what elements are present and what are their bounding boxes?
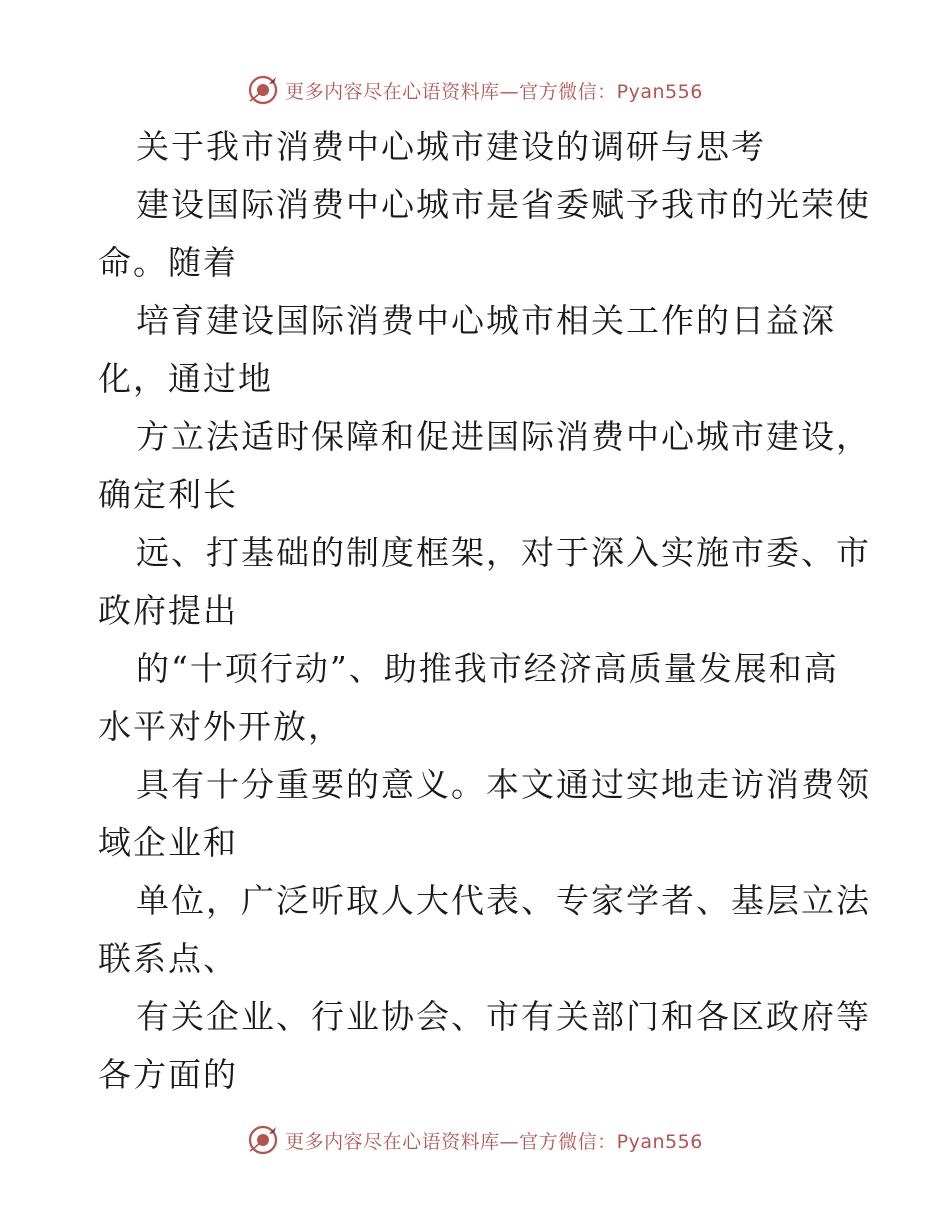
footer-watermark xyxy=(247,1124,703,1156)
text-line: 联系点、 xyxy=(98,939,238,978)
text-line: 政府提出 xyxy=(98,591,238,630)
text-line: 单位，广泛听取人大代表、专家学者、基层立法 xyxy=(136,881,871,920)
text-line: 方立法适时保障和促进国际消费中心城市建设， xyxy=(136,417,871,456)
text-line: 命。随着 xyxy=(98,243,238,282)
text-line: 化，通过地 xyxy=(98,359,273,398)
text-line: 远、打基础的制度框架，对于深入实施市委、市 xyxy=(136,533,871,572)
watermark-text: 更多内容尽在心语资料库—官方微信：Pyan556 xyxy=(285,80,703,103)
text-line: 培育建设国际消费中心城市相关工作的日益深 xyxy=(136,301,836,340)
header-watermark-banner xyxy=(0,70,950,110)
text-line: 的“十项行动”、助推我市经济高质量发展和高 xyxy=(136,649,839,688)
text-line: 建设国际消费中心城市是省委赋予我市的光荣使 xyxy=(136,185,871,224)
footer-watermark-banner xyxy=(0,1120,950,1160)
header-watermark xyxy=(247,74,703,106)
document-title: 关于我市消费中心城市建设的调研与思考 xyxy=(136,127,766,166)
document-body xyxy=(98,118,871,1104)
text-line: 各方面的 xyxy=(98,1055,238,1094)
text-line: 水平对外开放， xyxy=(98,707,343,746)
quill-pen-logo-icon xyxy=(247,1124,279,1156)
text-line: 有关企业、行业协会、市有关部门和各区政府等 xyxy=(136,997,871,1036)
text-line: 具有十分重要的意义。本文通过实地走访消费领 xyxy=(136,765,871,804)
watermark-text: 更多内容尽在心语资料库—官方微信：Pyan556 xyxy=(285,1130,703,1153)
quill-pen-logo-icon xyxy=(247,74,279,106)
text-line: 域企业和 xyxy=(98,823,238,862)
text-line: 确定利长 xyxy=(98,475,238,514)
